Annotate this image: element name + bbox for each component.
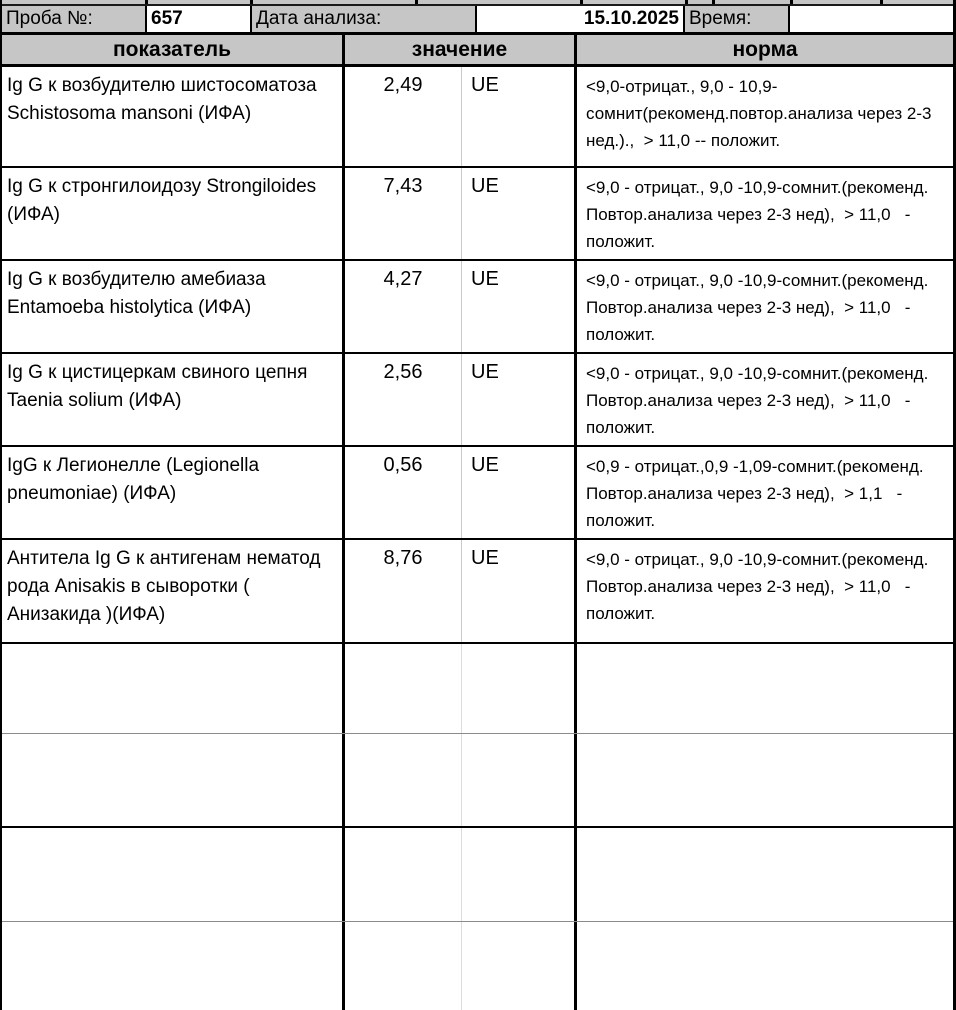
unit-cell bbox=[462, 828, 577, 921]
empty-result-row bbox=[2, 922, 953, 1010]
column-header-indicator: показатель bbox=[2, 35, 345, 64]
unit-cell: UE bbox=[462, 67, 577, 166]
norm-cell: <9,0 - отрицат., 9,0 -10,9-сомнит.(рекоменд. Повтор.анализа через 2-3 нед), > 11,0 - положит. bbox=[586, 178, 934, 251]
grid-tick bbox=[145, 0, 148, 4]
unit-cell: UE bbox=[462, 354, 577, 445]
unit-cell: UE bbox=[462, 168, 577, 259]
sample-number-label: Проба №: bbox=[2, 6, 145, 32]
result-row bbox=[2, 540, 953, 644]
indicator-cell bbox=[2, 734, 345, 826]
norm-cell bbox=[577, 734, 953, 826]
grid-tick bbox=[790, 0, 793, 4]
norm-cell: <0,9 - отрицат.,0,9 -1,09-сомнит.(рекоменд. Повтор.анализа через 2-3 нед), > 1,1 - положит. bbox=[586, 457, 929, 530]
sample-info-bar bbox=[2, 6, 953, 35]
empty-result-row bbox=[2, 828, 953, 922]
indicator-cell: Ig G к возбудителю амебиаза Entamoeba histolytica (ИФА) bbox=[2, 261, 345, 352]
indicator-cell bbox=[2, 828, 345, 921]
norm-cell: <9,0 - отрицат., 9,0 -10,9-сомнит.(рекоменд. Повтор.анализа через 2-3 нед), > 11,0 - положит. bbox=[586, 550, 934, 623]
indicator-cell bbox=[2, 922, 345, 1010]
result-row bbox=[2, 261, 953, 354]
cut-off-row-top bbox=[2, 0, 953, 6]
norm-cell bbox=[577, 922, 953, 1010]
sample-number-value: 657 bbox=[145, 6, 250, 32]
value-cell bbox=[345, 644, 462, 733]
grid-tick bbox=[685, 0, 688, 4]
unit-cell: UE bbox=[462, 261, 577, 352]
value-cell: 7,43 bbox=[345, 168, 462, 259]
grid-tick bbox=[580, 0, 583, 4]
column-header-norm: норма bbox=[732, 38, 798, 61]
value-cell: 4,27 bbox=[345, 261, 462, 352]
result-row bbox=[2, 354, 953, 447]
unit-cell: UE bbox=[462, 540, 577, 642]
indicator-cell: IgG к Легионелле (Legionella pneumoniae) (ИФА) bbox=[2, 447, 345, 538]
norm-cell: <9,0 - отрицат., 9,0 -10,9-сомнит.(рекоменд. Повтор.анализа через 2-3 нед), > 11,0 - положит. bbox=[586, 271, 934, 344]
time-label: Время: bbox=[683, 6, 788, 32]
indicator-cell: Ig G к стронгилоидозу Strongiloides (ИФА) bbox=[2, 168, 345, 259]
table-header-row bbox=[2, 35, 953, 67]
analysis-date-value: 15.10.2025 bbox=[475, 6, 683, 32]
empty-result-row bbox=[2, 734, 953, 828]
grid-tick bbox=[250, 0, 253, 4]
result-row bbox=[2, 447, 953, 540]
result-row bbox=[2, 67, 953, 168]
indicator-cell: Ig G к возбудителю шистосоматоза Schistosoma mansoni (ИФА) bbox=[2, 67, 345, 166]
norm-cell: <9,0 - отрицат., 9,0 -10,9-сомнит.(рекоменд. Повтор.анализа через 2-3 нед), > 11,0 - положит. bbox=[586, 364, 934, 437]
column-header-value: значение bbox=[345, 35, 577, 64]
indicator-cell: Антитела Ig G к антигенам нематод рода Anisakis в сыворотки ( Анизакида )(ИФА) bbox=[2, 540, 345, 642]
time-value bbox=[788, 6, 953, 32]
unit-cell: UE bbox=[462, 447, 577, 538]
unit-cell bbox=[462, 922, 577, 1010]
value-cell bbox=[345, 828, 462, 921]
value-cell: 2,49 bbox=[345, 67, 462, 166]
empty-result-row bbox=[2, 644, 953, 734]
value-cell bbox=[345, 734, 462, 826]
result-row bbox=[2, 168, 953, 261]
norm-cell bbox=[577, 644, 953, 733]
unit-cell bbox=[462, 734, 577, 826]
analysis-date-label: Дата анализа: bbox=[250, 6, 475, 32]
value-cell bbox=[345, 922, 462, 1010]
norm-cell: <9,0-отрицат., 9,0 - 10,9-сомнит(рекоменд.повтор.анализа через 2-3 нед.)., > 11,0 -- положит. bbox=[586, 77, 937, 150]
unit-cell bbox=[462, 644, 577, 733]
value-cell: 8,76 bbox=[345, 540, 462, 642]
indicator-cell bbox=[2, 644, 345, 733]
value-cell: 2,56 bbox=[345, 354, 462, 445]
indicator-cell: Ig G к цистицеркам свиного цепня Taenia solium (ИФА) bbox=[2, 354, 345, 445]
grid-tick bbox=[415, 0, 418, 4]
grid-tick bbox=[712, 0, 715, 4]
norm-cell bbox=[577, 828, 953, 921]
value-cell: 0,56 bbox=[345, 447, 462, 538]
grid-tick bbox=[880, 0, 883, 4]
